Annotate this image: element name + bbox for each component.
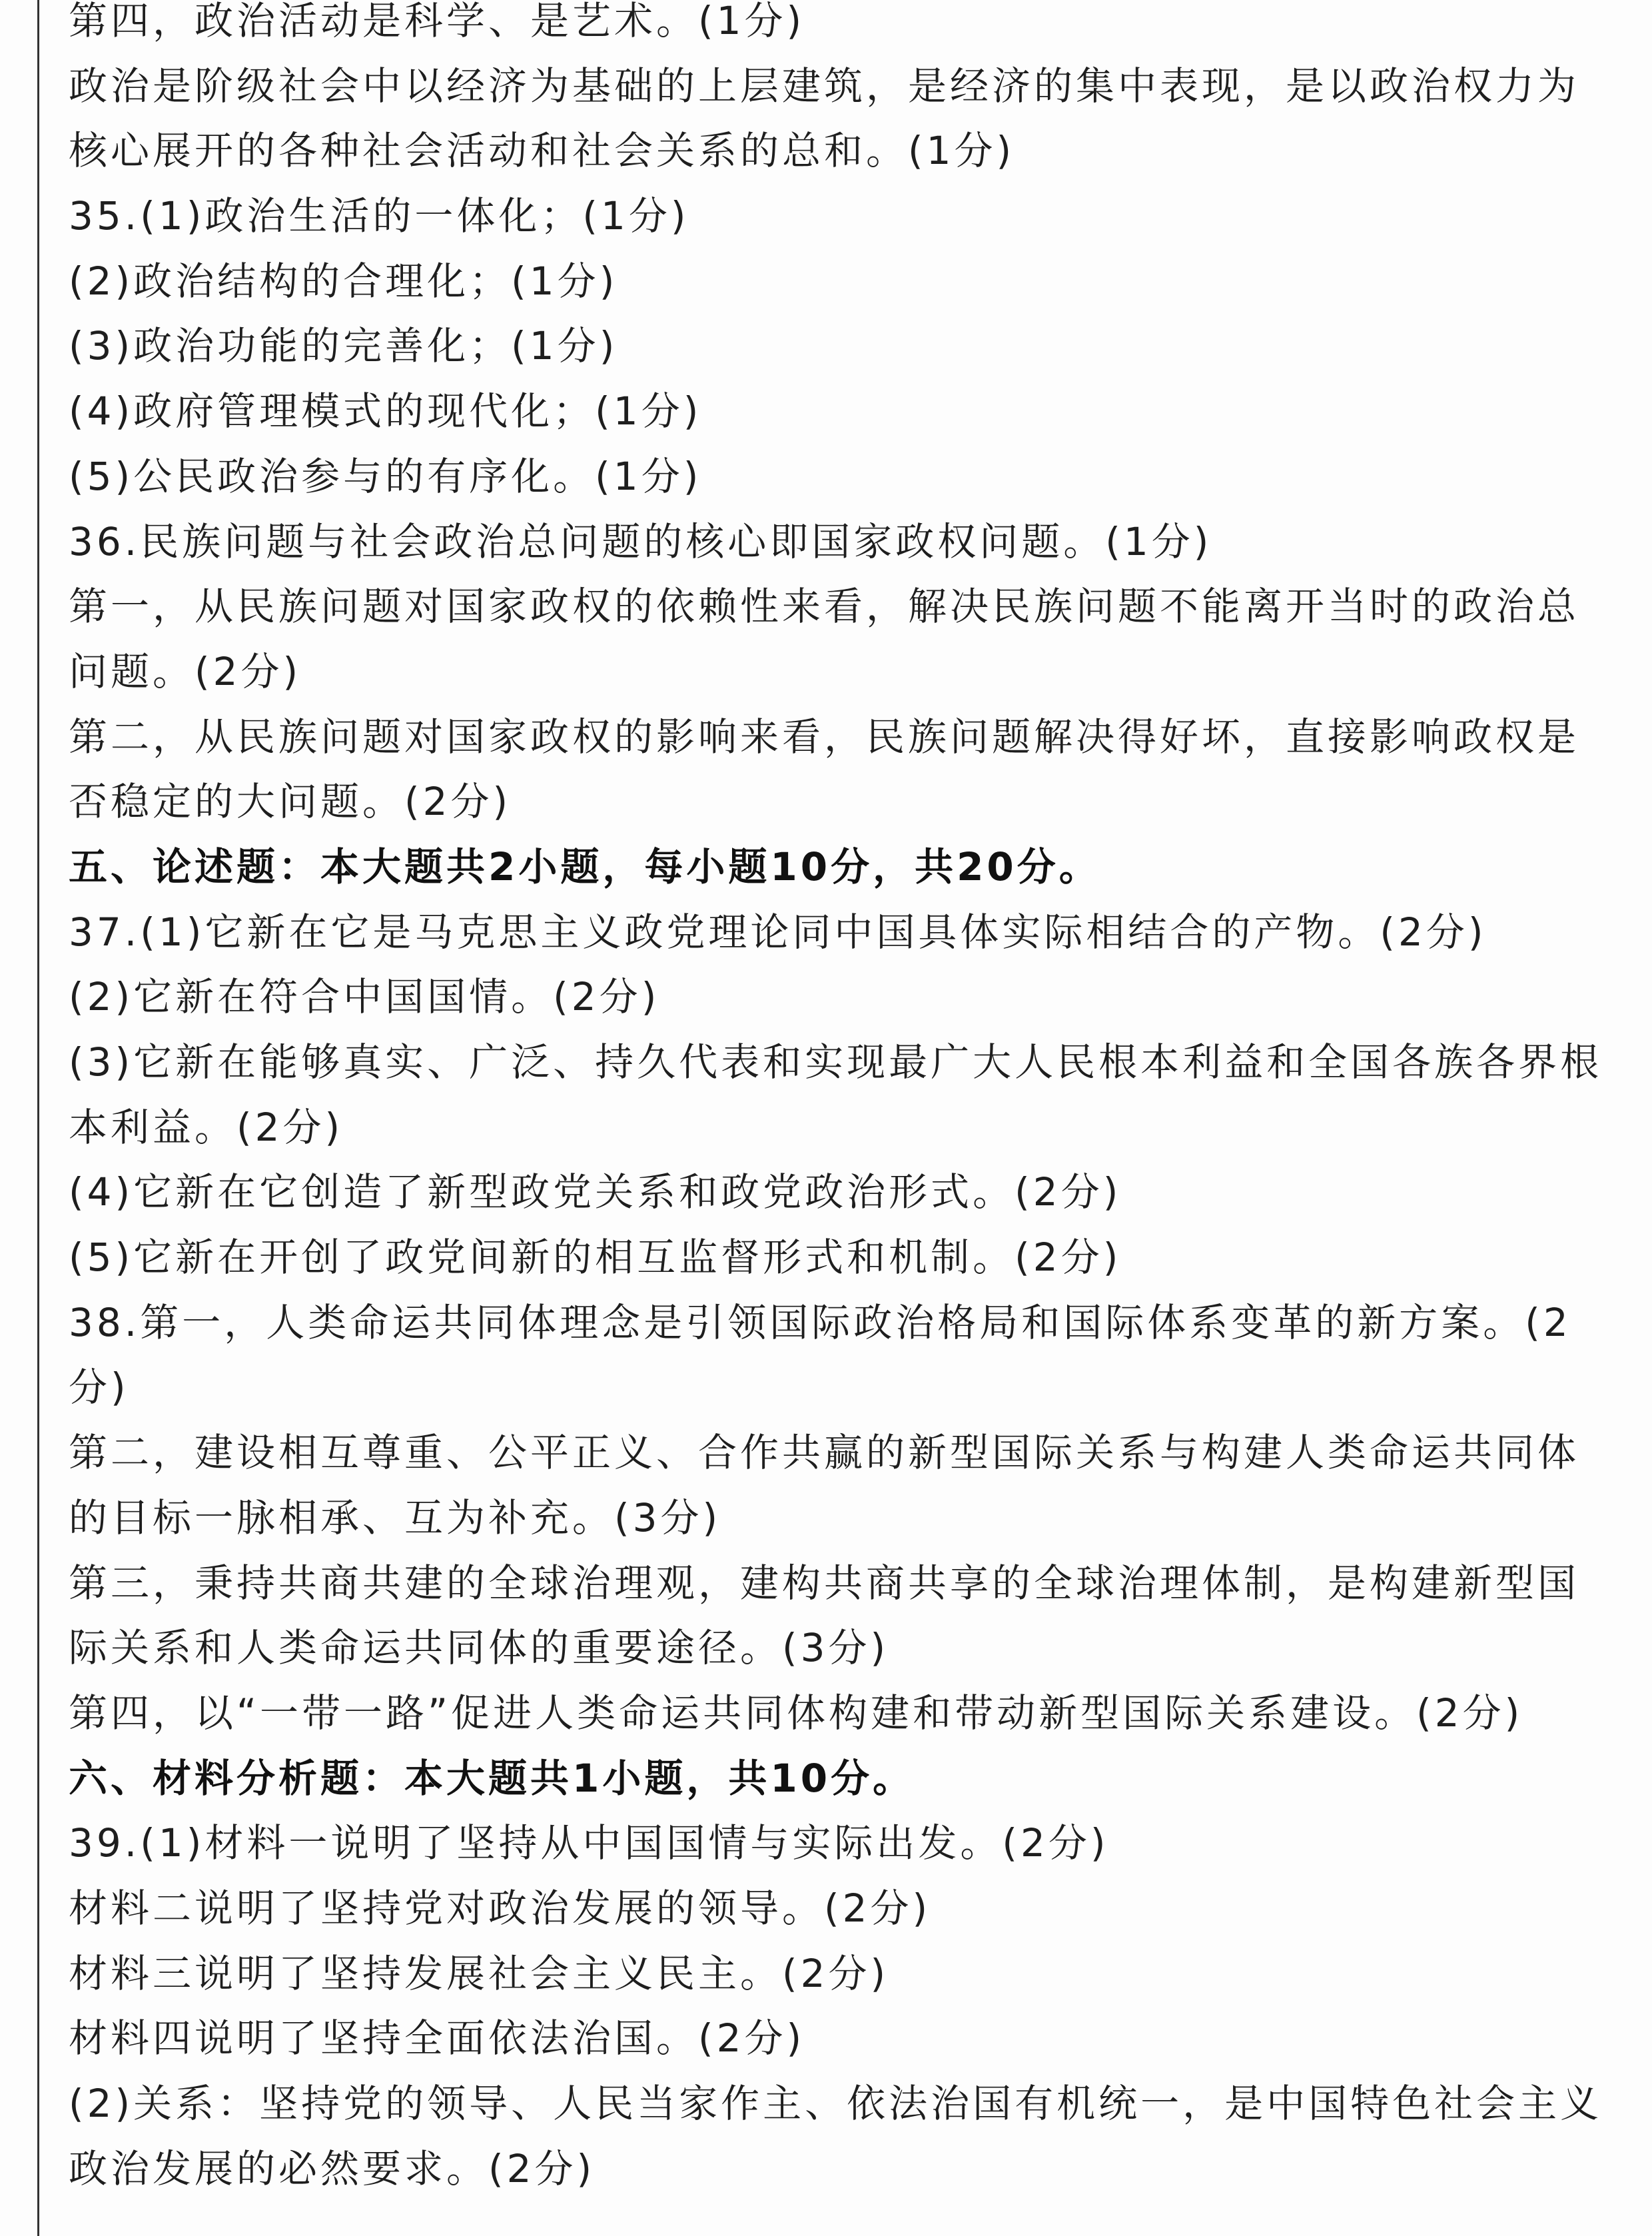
text-line: 第一，从民族问题对国家政权的依赖性来看，解决民族问题不能离开当时的政治总 [69,584,1580,630]
text-line: (5)它新在开创了政党间新的相互监督形式和机制。(2分) [69,1235,1122,1281]
text-line: 36.民族问题与社会政治总问题的核心即国家政权问题。(1分) [69,518,1212,564]
text-line: 39.(1)材料一说明了坚持从中国国情与实际出发。(2分) [69,1820,1109,1866]
section-heading: 五、论述题：本大题共2小题，每小题10分，共20分。 [69,843,1101,889]
text-line: 政治是阶级社会中以经济为基础的上层建筑，是经济的集中表现，是以政治权力为 [69,63,1580,109]
text-line: 分) [69,1365,129,1410]
text-line: 第二，建设相互尊重、公平正义、合作共赢的新型国际关系与构建人类命运共同体 [69,1430,1580,1476]
text-line: (4)政府管理模式的现代化；(1分) [69,388,702,434]
page-left-border [37,0,39,2236]
text-line: (4)它新在它创造了新型政党关系和政党政治形式。(2分) [69,1169,1122,1215]
text-line: 第三，秉持共商共建的全球治理观，建构共商共享的全球治理体制，是构建新型国 [69,1560,1580,1606]
answer-text-block [69,0,1601,2201]
text-line: 第二，从民族问题对国家政权的影响来看，民族问题解决得好坏，直接影响政权是 [69,714,1580,760]
text-line: 第四，政治活动是科学、是艺术。(1分) [69,0,805,43]
text-line: 问题。(2分) [69,648,302,694]
text-line: 37.(1)它新在它是马克思主义政党理论同中国具体实际相结合的产物。(2分) [69,909,1487,955]
text-line: 核心展开的各种社会活动和社会关系的总和。(1分) [69,128,1015,174]
text-line: 的目标一脉相承、互为补充。(3分) [69,1494,721,1540]
text-line: (2)政治结构的合理化；(1分) [69,258,618,304]
text-line: (3)政治功能的完善化；(1分) [69,323,618,369]
section-heading: 六、材料分析题：本大题共1小题，共10分。 [69,1755,915,1801]
text-line: 材料三说明了坚持发展社会主义民主。(2分) [69,1950,889,1996]
text-line: 35.(1)政治生活的一体化；(1分) [69,193,689,239]
text-line: 材料四说明了坚持全面依法治国。(2分) [69,2015,805,2061]
text-line: 第四，以“一带一路”促进人类命运共同体构建和带动新型国际关系建设。(2分) [69,1690,1523,1736]
text-line: 际关系和人类命运共同体的重要途径。(3分) [69,1625,889,1671]
text-line: 否稳定的大问题。(2分) [69,779,512,825]
text-line: 38.第一，人类命运共同体理念是引领国际政治格局和国际体系变革的新方案。(2 [69,1299,1571,1345]
text-line: (2)关系：坚持党的领导、人民当家作主、依法治国有机统一，是中国特色社会主义 [69,2081,1603,2126]
text-line: (5)公民政治参与的有序化。(1分) [69,453,702,499]
text-line: (3)它新在能够真实、广泛、持久代表和实现最广大人民根本利益和全国各族各界根 [69,1039,1603,1085]
text-line: (2)它新在符合中国国情。(2分) [69,974,660,1020]
text-line: 材料二说明了坚持党对政治发展的领导。(2分) [69,1885,931,1931]
text-line: 本利益。(2分) [69,1104,344,1150]
text-line: 政治发展的必然要求。(2分) [69,2145,596,2191]
